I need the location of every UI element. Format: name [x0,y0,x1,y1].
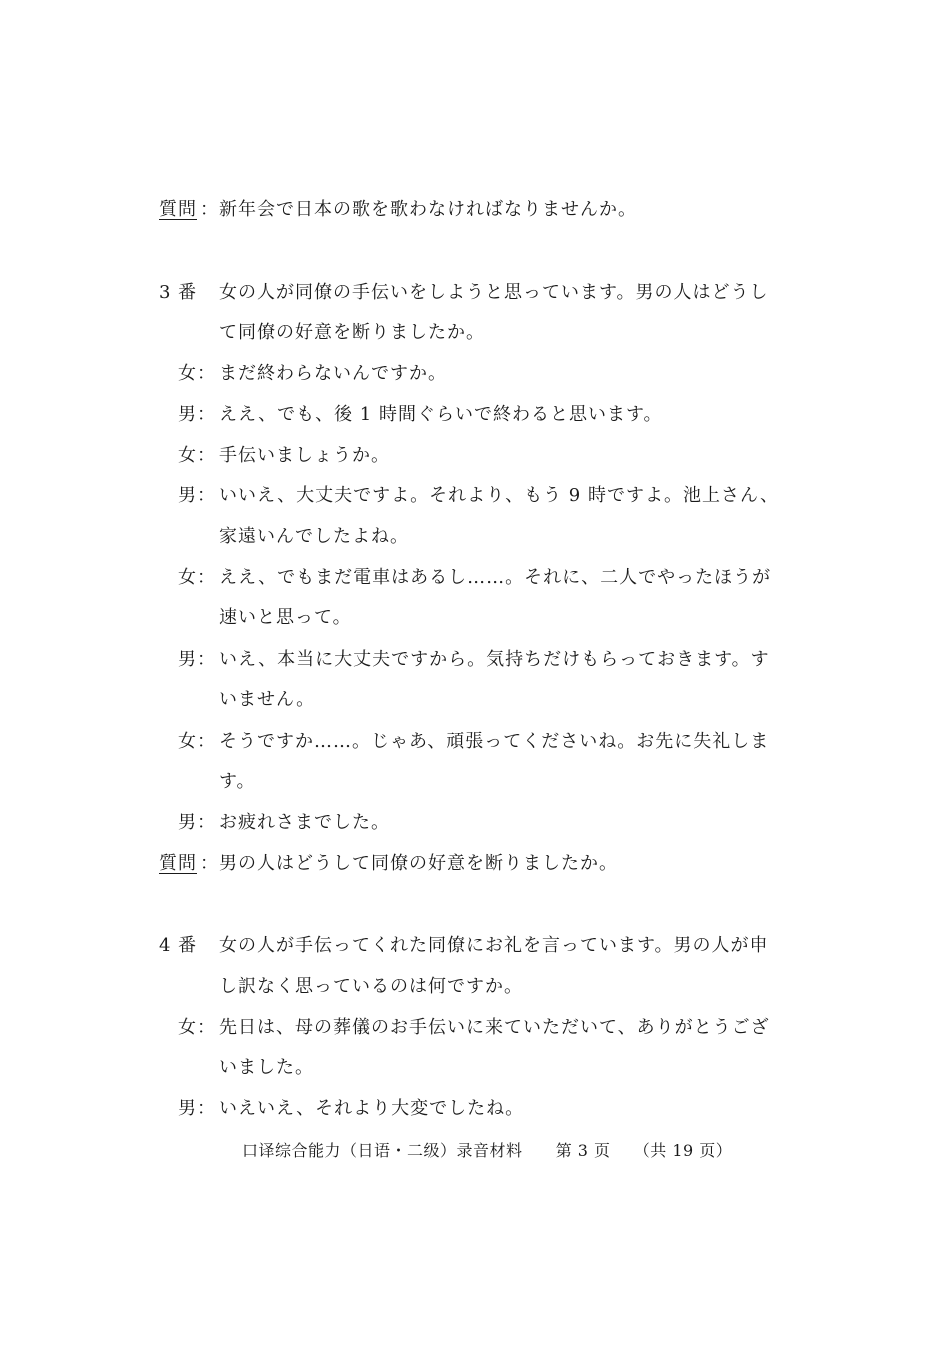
question-label: 質問 [159,853,197,874]
item-prompt: て同僚の好意を断りましたか。 [219,322,485,343]
speaker-label: 女： [178,1017,216,1038]
dialogue-line: 手伝いましょうか。 [219,445,390,466]
item-number: 4 番 [159,935,198,956]
dialogue-line: ええ、でもまだ電車はあるし……。それに、二人でやったほうが [219,567,772,588]
dialogue-line: そうですか……。じゃあ、頑張ってくださいね。お先に失礼しま [219,731,770,752]
speaker-label: 女： [178,567,216,588]
question-colon: ： [200,199,219,220]
item-number: 3 番 [159,282,198,303]
speaker-label: 男： [178,404,216,425]
dialogue-line: いえ、本当に大丈夫ですから。気持ちだけもらっておきます。す [219,649,770,670]
dialogue-line: 先日は、母の葬儀のお手伝いに来ていただいて、ありがとうござ [219,1017,770,1038]
item-prompt: 女の人が手伝ってくれた同僚にお礼を言っています。男の人が申 [219,935,769,956]
item-prompt: 女の人が同僚の手伝いをしようと思っています。男の人はどうし [219,282,769,303]
dialogue-line: 家遠いんでしたよね。 [219,526,409,547]
speaker-label: 女： [178,731,216,752]
dialogue-line: いいえ、大丈夫ですよ。それより、もう 9 時ですよ。池上さん、 [219,485,780,506]
dialogue-line: まだ終わらないんですか。 [219,363,447,384]
question-text: 新年会で日本の歌を歌わなければなりませんか。 [219,199,637,220]
dialogue-line: いました。 [219,1057,314,1078]
speaker-label: 男： [178,812,216,833]
speaker-label: 男： [178,1098,216,1119]
dialogue-line: いえいえ、それより大変でしたね。 [219,1098,525,1119]
dialogue-line: す。 [219,771,256,792]
speaker-label: 女： [178,363,216,384]
page-footer [242,1140,732,1162]
speaker-label: 男： [178,649,216,670]
speaker-label: 男： [178,485,216,506]
footer-total-pages: （共 19 页） [633,1141,733,1160]
question-colon: ： [200,853,219,874]
footer-page-number: 第 3 页 [555,1141,611,1160]
question-text: 男の人はどうして同僚の好意を断りましたか。 [219,853,618,874]
question-label: 質問 [159,199,197,220]
item-prompt: し訳なく思っているのは何ですか。 [219,976,523,997]
dialogue-line: 速いと思って。 [219,607,352,628]
dialogue-line: お疲れさまでした。 [219,812,390,833]
speaker-label: 女： [178,445,216,466]
dialogue-line: いません。 [219,689,316,710]
footer-title: 口译综合能力（日语・二级）录音材料 [242,1141,523,1160]
dialogue-line: ええ、でも、後 1 時間ぐらいで終わると思います。 [219,404,663,425]
